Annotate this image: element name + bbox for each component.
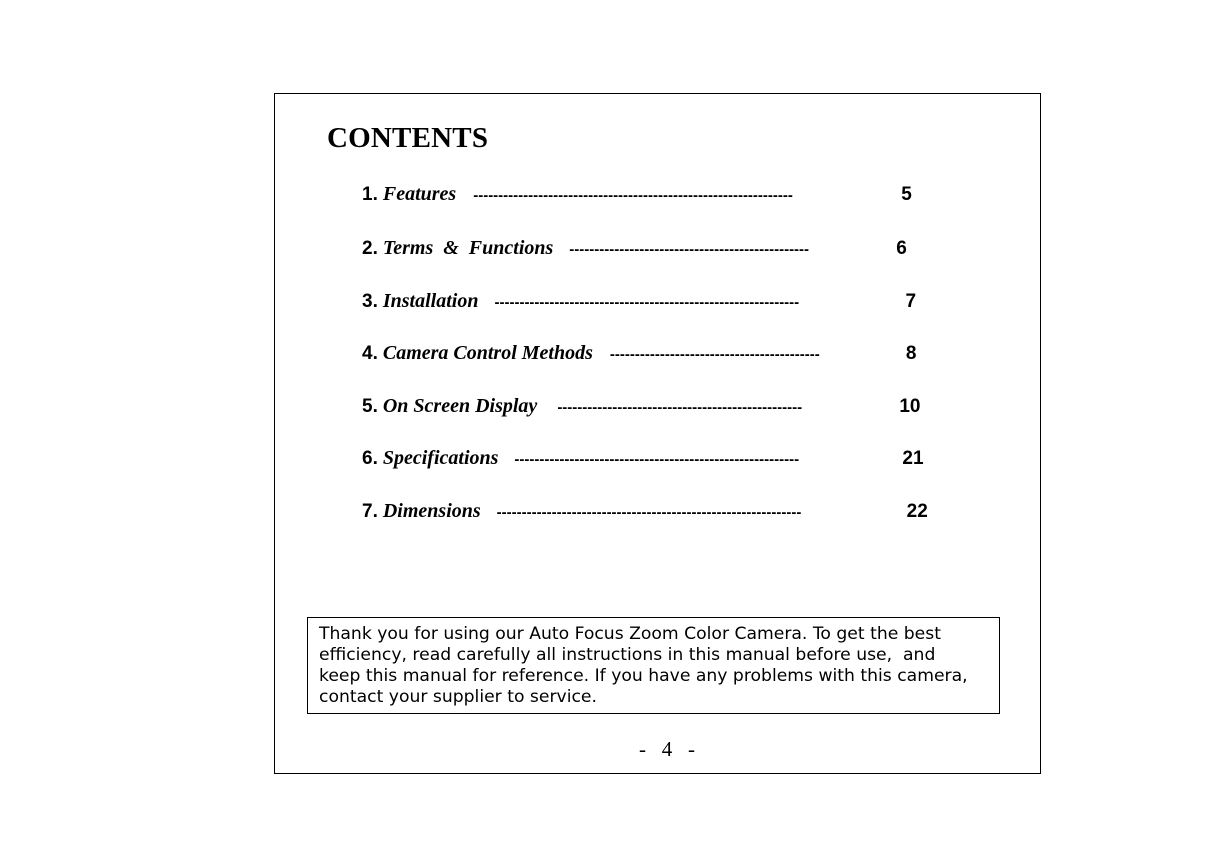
toc-entry-page: 5 [901, 184, 912, 205]
toc-entry-number: 5. [362, 396, 378, 417]
notice-line: Thank you for using our Auto Focus Zoom Color Camera. To get the best [319, 624, 941, 644]
toc-entry-label: On Screen Display [377, 395, 538, 417]
toc-entry-terms-functions [362, 237, 907, 263]
toc-entry-leader: ------------------------------------------ [609, 346, 820, 363]
toc-entry-label: Features [377, 183, 457, 205]
toc-entry-installation [362, 290, 916, 316]
toc-entry-page: 7 [905, 291, 917, 312]
toc-entry-leader: ---------------------------------------------------------------- [473, 187, 793, 204]
toc-entry-on-screen-display [362, 395, 920, 421]
toc-entry-page: 22 [906, 501, 928, 522]
toc-entry-number: 3. [362, 291, 378, 312]
toc-entry-label: Dimensions [377, 500, 481, 522]
toc-entry-label: Specifications [377, 447, 499, 469]
toc-entry-leader: ------------------------------------------------------------- [494, 294, 800, 311]
toc-entry-leader: ------------------------------------------------------------- [496, 504, 802, 521]
toc-entry-label: Camera Control Methods [377, 342, 593, 364]
toc-entry-label: Terms & Functions [377, 237, 554, 259]
toc-entry-camera-control-methods [362, 342, 916, 368]
toc-entry-number: 6. [362, 448, 378, 469]
toc-entry-label: Installation [377, 290, 479, 312]
toc-entry-number: 7. [362, 501, 378, 522]
thank-you-notice [307, 617, 1000, 714]
notice-line: contact your supplier to service. [319, 687, 597, 707]
toc-entry-dimensions [362, 500, 928, 526]
toc-entry-page: 21 [902, 448, 924, 469]
toc-entry-leader: ------------------------------------------------- [557, 399, 803, 416]
notice-line: keep this manual for reference. If you have any problems with this camera, [319, 666, 968, 686]
toc-entry-leader: ------------------------------------------------ [569, 241, 810, 258]
toc-entry-number: 2. [362, 238, 378, 259]
toc-entry-page: 6 [896, 238, 907, 259]
toc-entry-number: 1. [362, 184, 378, 205]
contents-title: CONTENTS [327, 122, 489, 154]
notice-line: efficiency, read carefully all instructions in this manual before use, and [319, 645, 936, 665]
toc-entry-page: 8 [905, 343, 917, 364]
toc-entry-page: 10 [899, 396, 921, 417]
page-number: - 4 - [639, 737, 695, 761]
toc-entry-features [362, 183, 912, 209]
toc-entry-number: 4. [362, 343, 378, 364]
toc-entry-leader: --------------------------------------------------------- [514, 451, 800, 468]
toc-entry-specifications [362, 447, 924, 473]
